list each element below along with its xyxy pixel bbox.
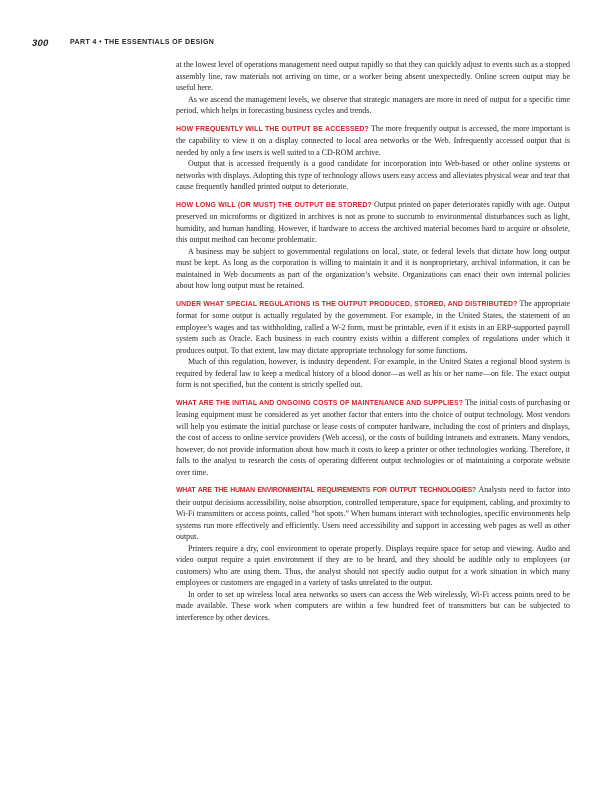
paragraph: A business may be subject to governmental regulations on local, state, or federal levels that dictate how long output must be kept. As long as the corporation is willing to maintain it and it is nonproprietary, archival information, it can be maintained in Web documents as part of the organization’s website. Organizations can enact their own internal policies about how long output must be retained. [176, 246, 570, 290]
section-heading: HOW FREQUENTLY WILL THE OUTPUT BE ACCESSED? [176, 125, 369, 133]
section-output-regulations [176, 298, 570, 391]
paragraph-lead: Output printed on paper deteriorates rapidly with age. Output preserved on microforms or digitized in archives is not as prone to succumb to environmental disturbances such as light, humidity, and human handling. However, if hardware to access the archived material becomes hard to acquire or obsolete, this output method can become problematic. [176, 199, 570, 244]
section-environmental-requirements [176, 484, 570, 623]
section-output-costs [176, 397, 570, 479]
body-text [176, 59, 570, 623]
paragraph: Much of this regulation, however, is industry dependent. For example, in the United States a regional blood system is required by federal law to keep a medical history of a blood donor—as well as his or her name—on file. The exact output form is not specified, but the content is strictly spelled out. [176, 357, 570, 389]
section-heading: WHAT ARE THE INITIAL AND ONGOING COSTS OF MAINTENANCE AND SUPPLIES? [176, 399, 464, 407]
paragraph: As we ascend the management levels, we observe that strategic managers are more in need of output for a specific time period, which helps in forecasting business cycles and trends. [176, 94, 570, 115]
paragraph: Output that is accessed frequently is a good candidate for incorporation into Web-based or other online systems or networks with displays. Adopting this type of technology allows users easy access and alleviates physical wear and tear that cause frequently handled printed output to deteriorate. [176, 159, 570, 191]
paragraph: Printers require a dry, cool environment to operate properly. Displays require space for setup and viewing. Audio and video output require a quiet environment if they are to be heard, and they should be audible only to employees (or customers) who are using them. Thus, the analyst should not specify audio output for a work situation in which many employees or customers are engaged in a variety of tasks unrelated to the output. [176, 543, 570, 587]
section-output-frequency [176, 123, 570, 193]
paragraph-lead: Analysts need to factor into their output decisions accessibility, noise absorption, controlled temperature, space for equipment, cabling, and proximity to Wi-Fi transmitters or access points, called “hot spots.” When humans interact with technologies, specific environments help systems run more effectively and efficiently. Users need accessibility and support in accessing web pages as well as other output. [176, 485, 570, 541]
page-number: 300 [32, 38, 49, 49]
section-output-storage [176, 199, 570, 292]
section-heading: WHAT ARE THE HUMAN ENVIRONMENTAL REQUIREMENTS FOR OUTPUT TECHNOLOGIES? [176, 487, 476, 494]
paragraph: In order to set up wireless local area networks so users can access the Web wirelessly, Wi-Fi access points need to be made available. These work when computers are within a few hundred feet of transmitters but can be subjected to interference by other devices. [176, 589, 570, 622]
paragraph-lead: The more frequently output is accessed, the more important is the capability to view it on a display connected to local area networks or the Web. Infrequently accessed output that is needed by only a few users is well suited to a CD-ROM archive. [176, 123, 570, 157]
paragraph: at the lowest level of operations management need output rapidly so that they can quickly adjust to events such as a stopped assembly line, raw materials not arriving on time, or a worker being absent unexpectedly. Online screen output may be useful here. [176, 60, 570, 92]
running-head [0, 38, 601, 54]
paragraph-lead: The initial costs of purchasing or leasing equipment must be considered as yet another factor that enters into the choice of output technology. Most vendors will help you estimate the initial purchase or lease costs of computer hardware, including the cost of printers and displays, the cost of access to online service providers (Web access), or the costs of building intranets and extranets. Many vendors, however, do not provide information about how much it costs to keep a printer or other technologies working. Therefore, it falls to the analyst to research the costs of operating different output technologies or of maintaining a corporate website over time. [176, 397, 570, 477]
section-heading: UNDER WHAT SPECIAL REGULATIONS IS THE OUTPUT PRODUCED, STORED, AND DISTRIBUTED? [176, 300, 518, 308]
section-heading: HOW LONG WILL (OR MUST) THE OUTPUT BE STORED? [176, 201, 372, 209]
section-label: PART 4 • THE ESSENTIALS OF DESIGN [70, 39, 215, 46]
intro-section [176, 59, 570, 117]
paragraph-lead: The appropriate format for some output is actually regulated by the government. For example, in the United States, the statement of an employee’s wages and tax withholding, called a W-2 form, must be printable, even if it exists in an ERP-supported payroll system such as Oracle. Each business in each country exists within a different complex of regulations under which it produces output. To that extent, law may dictate appropriate technology for some functions. [176, 298, 571, 355]
